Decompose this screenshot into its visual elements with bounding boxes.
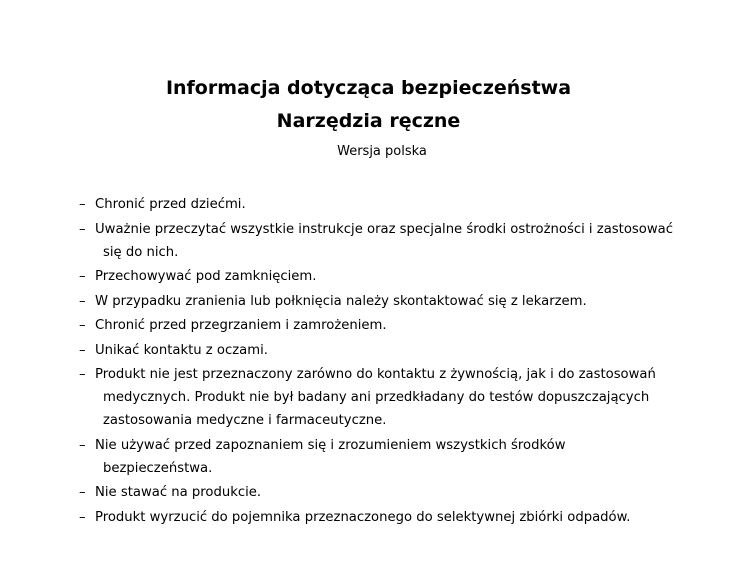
list-item-line: Unikać kontaktu z oczami. [95, 342, 268, 358]
list-bullet: – [79, 318, 86, 333]
list-item-text [95, 218, 679, 264]
list-item [79, 218, 679, 264]
list-item [79, 290, 679, 313]
language-version-label: Wersja polska [337, 144, 427, 159]
list-item-text [95, 363, 679, 432]
document-title: Informacja dotycząca bezpieczeństwa [165, 77, 572, 99]
list-item-text [95, 314, 679, 337]
list-item-line: Produkt wyrzucić do pojemnika przeznaczonego do selektywnej zbiórki odpadów. [95, 509, 631, 525]
list-item [79, 434, 679, 480]
list-bullet: – [79, 485, 86, 500]
list-item-line: Nie używać przed zapoznaniem się i zrozumieniem wszystkich środków [95, 437, 566, 453]
list-item-line: Chronić przed dziećmi. [95, 197, 246, 212]
list-item-line: się do nich. [103, 244, 179, 260]
list-bullet: – [79, 509, 86, 525]
document-subtitle-heading: Narzędzia ręczne [276, 110, 461, 132]
list-bullet: – [79, 221, 86, 237]
list-item [79, 339, 679, 362]
list-item [79, 265, 679, 288]
list-item-text [95, 193, 679, 216]
list-item-line: Chronić przed przegrzaniem i zamrożeniem. [95, 318, 387, 333]
list-bullet: – [79, 437, 86, 453]
list-item-text [95, 265, 679, 288]
list-item-text [95, 434, 679, 480]
list-item-line: medycznych. Produkt nie był badany ani przedkładany do testów dopuszczających [103, 390, 650, 405]
safety-instructions-list [79, 193, 679, 530]
list-item-line: bezpieczeństwa. [103, 460, 213, 476]
list-bullet: – [79, 197, 86, 212]
list-item-text [95, 481, 679, 504]
list-item-line: Uważnie przeczytać wszystkie instrukcje oraz specjalne środki ostrożności i zastosować [95, 221, 673, 237]
list-item-line: zastosowania medyczne i farmaceutyczne. [103, 413, 387, 428]
list-bullet: – [79, 269, 86, 284]
list-item [79, 314, 679, 337]
list-item-text [95, 506, 679, 529]
list-item-line: Nie stawać na produkcie. [95, 485, 262, 500]
list-bullet: – [79, 367, 86, 382]
list-item [79, 506, 679, 529]
list-item-line: Produkt nie jest przeznaczony zarówno do kontaktu z żywnością, jak i do zastosowań [95, 367, 656, 382]
list-bullet: – [79, 293, 86, 309]
list-item [79, 363, 679, 432]
list-item-line: W przypadku zranienia lub połknięcia należy skontaktować się z lekarzem. [95, 293, 587, 309]
list-item-text [95, 339, 679, 362]
list-item-text [95, 290, 679, 313]
list-bullet: – [79, 342, 86, 358]
list-item [79, 481, 679, 504]
list-item [79, 193, 679, 216]
list-item-line: Przechowywać pod zamknięciem. [95, 269, 317, 284]
